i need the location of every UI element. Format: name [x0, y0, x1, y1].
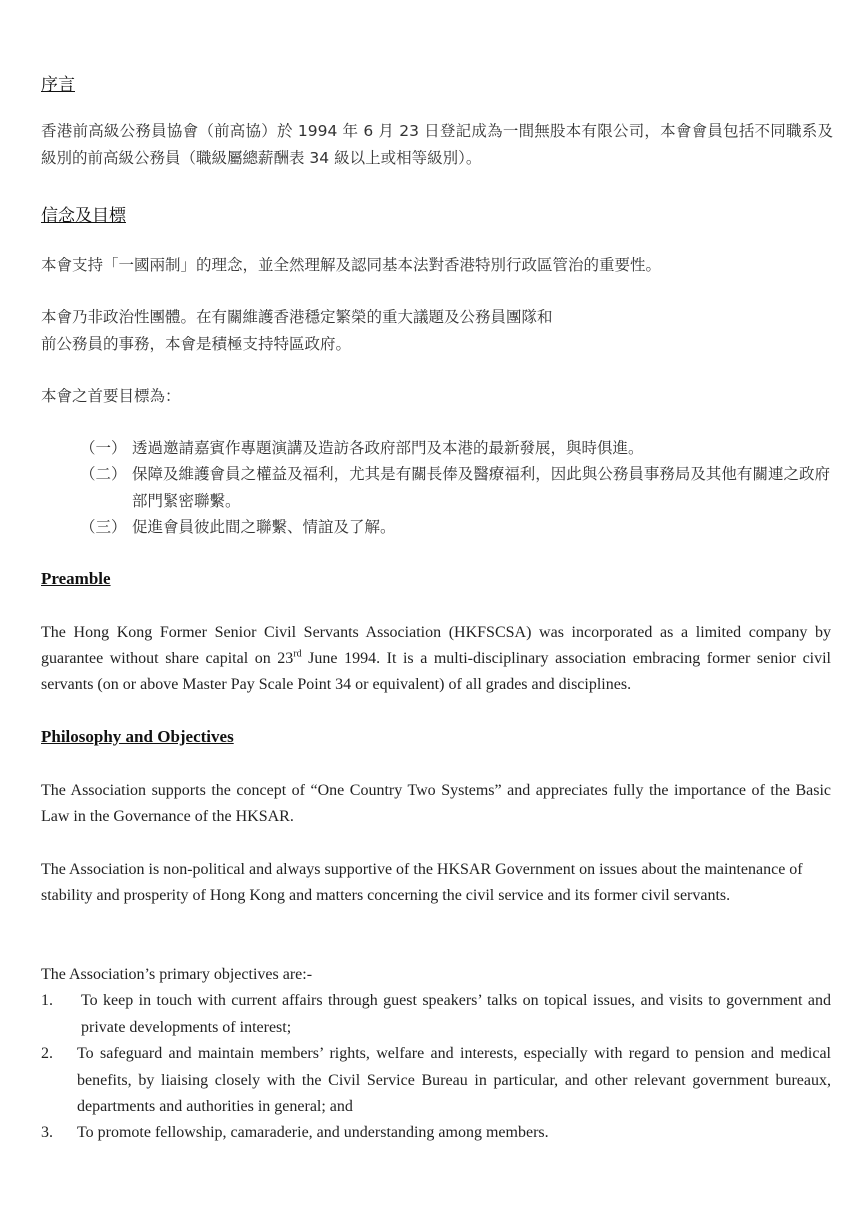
en-preamble-text — [41, 620, 831, 698]
en-objective-text: To keep in touch with current affairs through guest speakers’ talks on topical issues, and visits to government and private developments of interest; — [81, 992, 831, 1036]
en-preamble-part1: The Hong Kong Former Senior Civil Servants Association (HKFSCSA) was incorporated as a limited company by guarantee without share capital on 23 — [41, 624, 831, 667]
en-objective-number: 1. — [41, 992, 53, 1009]
zh-objective-text: 保障及維護會員之權益及福利，尤其是有關長俸及醫療福利，因此與公務員事務局及其他有關連之政府部門緊密聯繫。 — [132, 465, 830, 510]
en-objective-text: To promote fellowship, camaraderie, and understanding among members. — [77, 1124, 549, 1141]
zh-para-non-political — [41, 304, 831, 358]
zh-objective-text: 透過邀請嘉賓作專題演講及造訪各政府部門及本港的最新發展，與時俱進。 — [132, 439, 644, 457]
en-philosophy-heading: Philosophy and Objectives — [41, 727, 234, 746]
zh-para-non-political-line2: 前公務員的事務，本會是積極支持特區政府。 — [41, 335, 352, 353]
en-objective-text: To safeguard and maintain members’ rights, welfare and interests, especially with regard to pension and medical benefits, by liaising closely with the Civil Service Bureau in particular, and other relevant government bureaux, departments and authorities in general; and — [77, 1045, 831, 1115]
en-objectives-intro: The Association’s primary objectives are:- — [41, 966, 313, 983]
en-preamble-sup: rd — [293, 648, 302, 660]
zh-philosophy-heading: 信念及目標 — [41, 206, 126, 226]
zh-preface-text: 香港前高級公務員協會（前高協）於 1994 年 6 月 23 日登記成為一間無股本有限公司，本會會員包括不同職系及級別的前高級公務員（職級屬總薪酬表 34 級以上或相等級別）。 — [41, 122, 833, 167]
zh-objective-label: （二） — [80, 465, 127, 483]
en-preamble-part2: June 1994. It is a multi-disciplinary association embracing former senior civil servants (on or above Master Pay Scale Point 34 or equivalent) of all grades and disciplines. — [41, 650, 832, 693]
en-objective-number: 2. — [41, 1045, 53, 1062]
zh-objective-item — [80, 435, 830, 462]
en-objective-item — [41, 1041, 831, 1121]
zh-objective-item — [80, 514, 830, 541]
zh-objective-label: （三） — [80, 518, 127, 536]
zh-objective-item — [80, 461, 830, 515]
en-objective-item — [41, 988, 831, 1041]
zh-objective-text: 促進會員彼此間之聯繫、情誼及了解。 — [132, 518, 396, 536]
zh-preface-heading: 序言 — [41, 75, 75, 95]
zh-objective-label: （一） — [80, 439, 127, 457]
en-para-non-political: The Association is non-political and always supportive of the HKSAR Government on issues about the maintenance of stability and prosperity of Hong Kong and matters concerning the civil service and its former civil servants. — [41, 861, 803, 904]
en-para-one-country: The Association supports the concept of “One Country Two Systems” and appreciates fully the importance of the Basic Law in the Governance of the HKSAR. — [41, 782, 831, 825]
en-objective-item — [41, 1120, 831, 1147]
zh-para-non-political-line1: 本會乃非政治性團體。在有關維護香港穩定繁榮的重大議題及公務員團隊和 — [41, 308, 553, 326]
en-objective-number: 3. — [41, 1124, 53, 1141]
zh-para-one-country: 本會支持「一國兩制」的理念，並全然理解及認同基本法對香港特別行政區管治的重要性。 — [41, 256, 662, 274]
en-preamble-heading: Preamble — [41, 569, 111, 588]
zh-objectives-intro: 本會之首要目標為： — [41, 387, 181, 405]
